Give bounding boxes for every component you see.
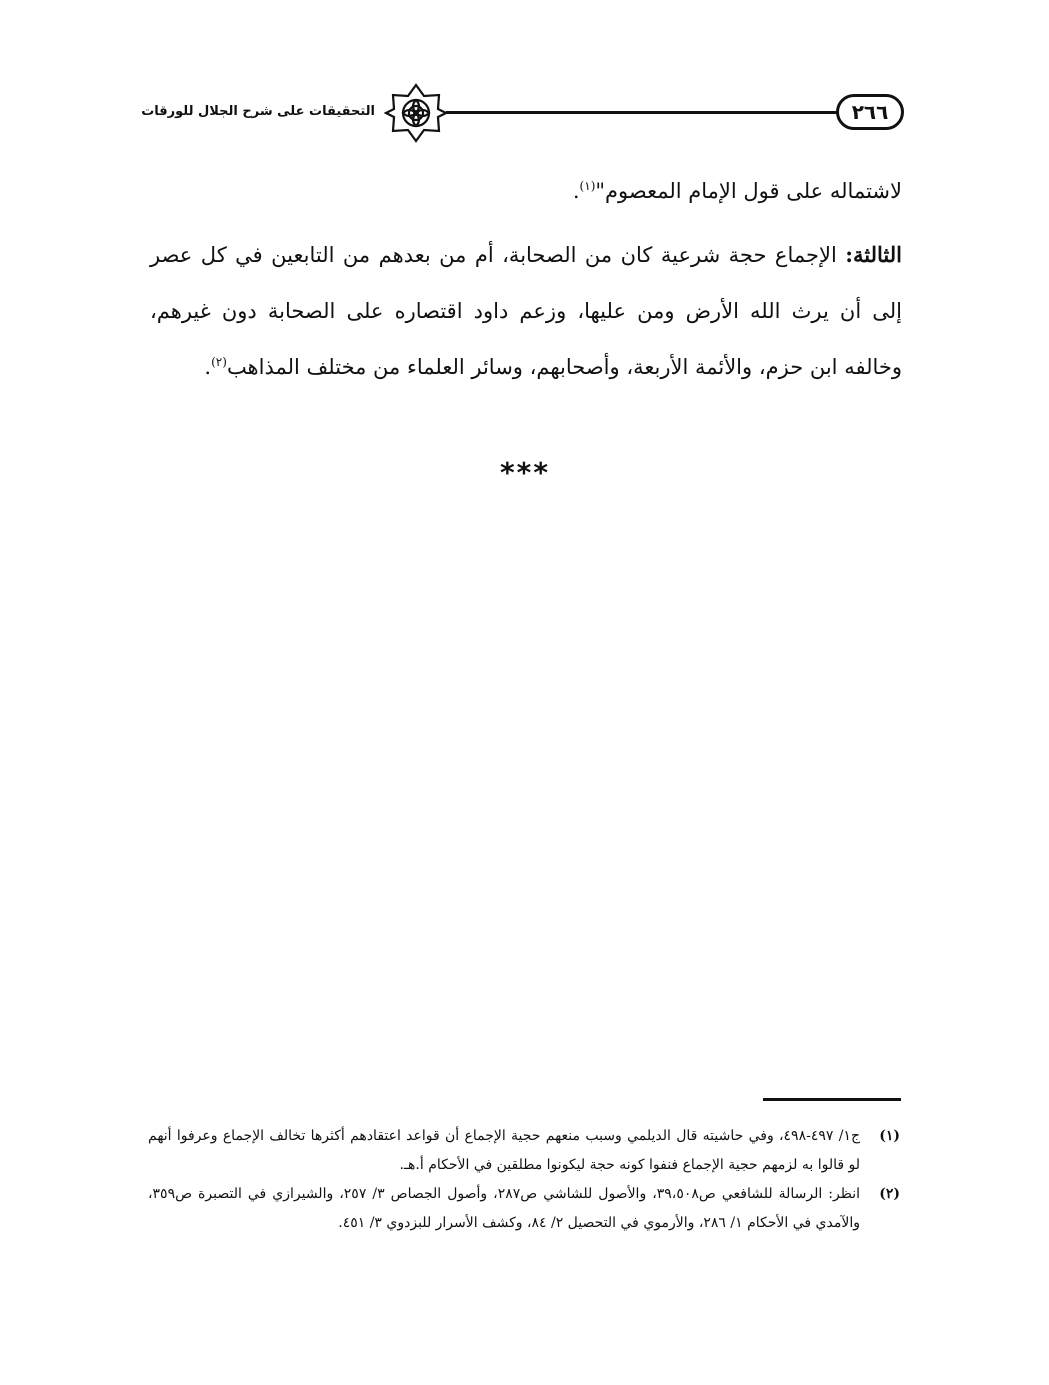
main-text bbox=[150, 163, 902, 395]
footnotes bbox=[148, 1122, 900, 1238]
footnote-2-number: (٢) bbox=[879, 1186, 900, 1202]
paragraph-1-text: لاشتماله على قول الإمام المعصوم" bbox=[595, 179, 902, 203]
paragraph-2-lead: الثالثة: bbox=[845, 242, 902, 267]
footnote-1-number: (١) bbox=[879, 1128, 900, 1144]
paragraph-2-text: الإجماع حجة شرعية كان من الصحابة، أم من بعدهم من التابعين في كل عصر إلى أن يرث الله الأرض ومن عليها، وزعم داود اقتصاره على الصحابة دون غيرهم، وخالفه ابن حزم، والأئمة الأربعة، وأصحابهم، وسائر العلماء من مختلف المذاهب bbox=[150, 243, 902, 379]
footnote-1 bbox=[148, 1122, 900, 1180]
footnote-1-text: ج١/ ٤٩٧-٤٩٨، وفي حاشيته قال الديلمي وسبب منعهم حجية الإجماع أن قواعد اعتقادهم أكثرها تخالف الإجماع وعرفوا أنهم لو قالوا به لزمهم حجية الإجماع فنفوا كونه حجة ليكونوا مطلقين في الأحكام أ.هـ. bbox=[148, 1128, 860, 1173]
footnote-2-text: انظر: الرسالة للشافعي ص٣٩،٥٠٨، والأصول للشاشي ص٢٨٧، وأصول الجصاص ٣/ ٢٥٧، والشيرازي في التصبرة ص٣٥٩، والآمدي في الأحكام ١/ ٢٨٦، والأرموي في التحصيل ٢/ ٨٤، وكشف الأسرار للبزدوي ٣/ ٤٥١. bbox=[148, 1186, 861, 1231]
footnote-ref-1: (١) bbox=[579, 179, 596, 193]
footnote-ref-2: (٢) bbox=[211, 355, 227, 369]
arabesque-ornament-icon bbox=[384, 82, 448, 144]
book-title: التحقيقات على شرح الجلال للورقات bbox=[141, 104, 375, 119]
footnote-2 bbox=[148, 1180, 900, 1238]
footnote-rule bbox=[763, 1098, 901, 1101]
paragraph-1-end: . bbox=[572, 179, 580, 203]
section-separator: *** bbox=[500, 456, 550, 489]
header-rule bbox=[446, 111, 838, 114]
paragraph-2-end: . bbox=[204, 355, 212, 379]
page-number: ٢٦٦ bbox=[836, 94, 904, 130]
paragraph-2 bbox=[150, 227, 902, 395]
paragraph-1 bbox=[150, 163, 902, 219]
